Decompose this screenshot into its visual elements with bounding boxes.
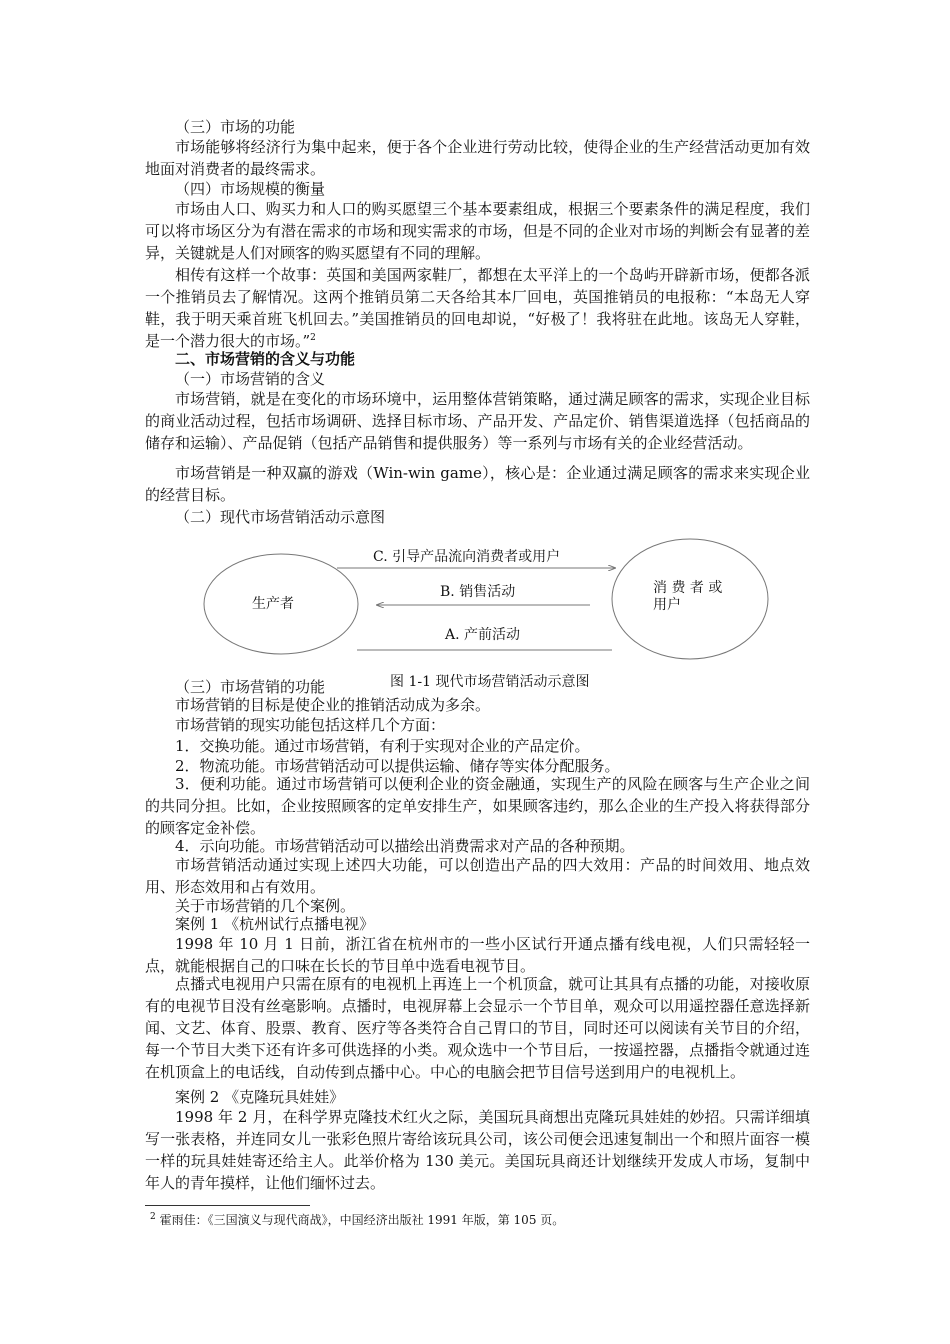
section-heading-marketing: 二、市场营销的含义与功能 [175,350,356,368]
marketing-meaning-text: 市场营销，就是在变化的市场环境中，运用整体营销策略，通过满足顾客的需求，实现企业目标的商业活动过程，包括市场调研、选择目标市场、产品开发、产品定价、销售渠道选择（包括商品的储存和运输）、产品促销（包括产品销售和提供服务）等一系列与市场有关的企业经营活动。 [145,390,810,452]
market-function-title: （三）市场的功能 [175,118,296,136]
four-utilities: 市场营销活动通过实现上述四大功能，可以创造出产品的四大效用：产品的时间效用、地点效用、形态效用和占有效用。 [145,856,810,896]
case1-paragraph-2: 点播式电视用户只需在原有的电视机上再连上一个机顶盒，就可让其具有点播的功能，对接收原有的电视节目没有丝毫影响。点播时，电视屏幕上会显示一个节目单，观众可以用遥控器任意选择新闻、文艺、体育、股票、教育、医疗等各类符合自己胃口的节目，同时还可以阅读有关节目的介绍，每一个节目大类下还有许多可供选择的小类。观众选中一个节目后，一按遥控器，点播指令就通过连在机顶盒上的电话线，自动传到点播中心。中心的电脑会把节目信号送到用户的电视机上。 [145,975,810,1081]
shoe-story-paragraph [145,264,810,352]
function-logistics: 2．物流功能。市场营销活动可以提供运输、储存等实体分配服务。 [175,757,620,775]
case2-title: 案例 2 《克隆玩具娃娃》 [175,1088,345,1106]
figure-caption: 图 1-1 现代市场营销活动示意图 [390,674,590,690]
footnote-text: 霍雨佳：《三国演义与现代商战》，中国经济出版社 1991 年版，第 105 页。 [159,1213,565,1227]
market-scale-text: 市场由人口、购买力和人口的购买愿望三个基本要素组成，根据三个要素条件的满足程度，我们可以将市场区分为有潜在需求的市场和现实需求的市场，但是不同的企业对市场的判断会有显著的差异，关键就是人们对顾客的购买愿望有不同的理解。 [145,200,810,262]
footnote-ref[interactable]: 2 [310,333,316,343]
arrow-b-label: B. 销售活动 [440,584,516,600]
function-facilitation: 3．便利功能。通过市场营销可以便利企业的资金融通，实现生产的风险在顾客与生产企业之间的共同分担。比如，企业按照顾客的定单安排生产，如果顾客违约，那么企业的生产投入将获得部分的顾客定金补偿。 [145,775,810,837]
function-direction: 4．示向功能。市场营销活动可以描绘出消费需求对产品的各种预期。 [175,837,635,855]
shoe-story-text: 相传有这样一个故事：英国和美国两家鞋厂，都想在太平洋上的一个岛屿开辟新市场，便都各派一个推销员去了解情况。这两个推销员第二天各给其本厂回电，英国推销员的电报称：“本岛无人穿鞋，我于明天乘首班飞机回去。”美国推销员的回电却说，“好极了！我将驻在此地。该岛无人穿鞋，是一个潜力很大的市场。” [145,266,810,350]
case2-paragraph-1: 1998 年 2 月，在科学界克隆技术红火之际，美国玩具商想出克隆玩具娃娃的妙招。只需详细填写一张表格，并连同女儿一张彩色照片寄给该玩具公司，该公司便会迅速复制出一个和照片面容一模一样的玩具娃娃寄还给主人。此举价格为 130 美元。美国玩具商还计划继续开发成人市场，复制中年人的青年摸样，让他们缅怀过去。 [145,1108,810,1192]
footnote [150,1212,564,1228]
market-function-text: 市场能够将经济行为集中起来，便于各个企业进行劳动比较，使得企业的生产经营活动更加有效地面对消费者的最终需求。 [145,138,810,178]
case1-title: 案例 1 《杭州试行点播电视》 [175,915,375,933]
marketing-goal: 市场营销的目标是使企业的推销活动成为多余。 [175,696,491,714]
marketing-meaning-title: （一）市场营销的含义 [175,370,326,388]
case1-paragraph-1: 1998 年 10 月 1 日前，浙江省在杭州市的一些小区试行开通点播有线电视，人们只需轻轻一点，就能根据自己的口味在长长的节目单中选看电视节目。 [145,935,810,975]
footnote-mark: 2 [150,1212,156,1222]
arrow-c-label: C. 引导产品流向消费者或用户 [373,549,561,565]
arrow-a-label: A. 产前活动 [445,627,521,643]
win-win-text: 市场营销是一种双赢的游戏（Win-win game），核心是：企业通过满足顾客的需求来实现企业的经营目标。 [145,464,810,504]
function-exchange: 1．交换功能。通过市场营销，有利于实现对企业的产品定价。 [175,737,590,755]
marketing-function-title: （三）市场营销的功能 [175,678,326,696]
market-scale-title: （四）市场规模的衡量 [175,180,326,198]
producer-label: 生产者 [252,596,294,612]
functions-intro: 市场营销的现实功能包括这样几个方面： [175,716,446,734]
cases-intro: 关于市场营销的几个案例。 [175,897,356,915]
footnote-divider [145,1205,310,1206]
consumer-label: 消 费 者 或 用户 [653,580,723,613]
diagram-section-title: （二）现代市场营销活动示意图 [175,508,386,526]
